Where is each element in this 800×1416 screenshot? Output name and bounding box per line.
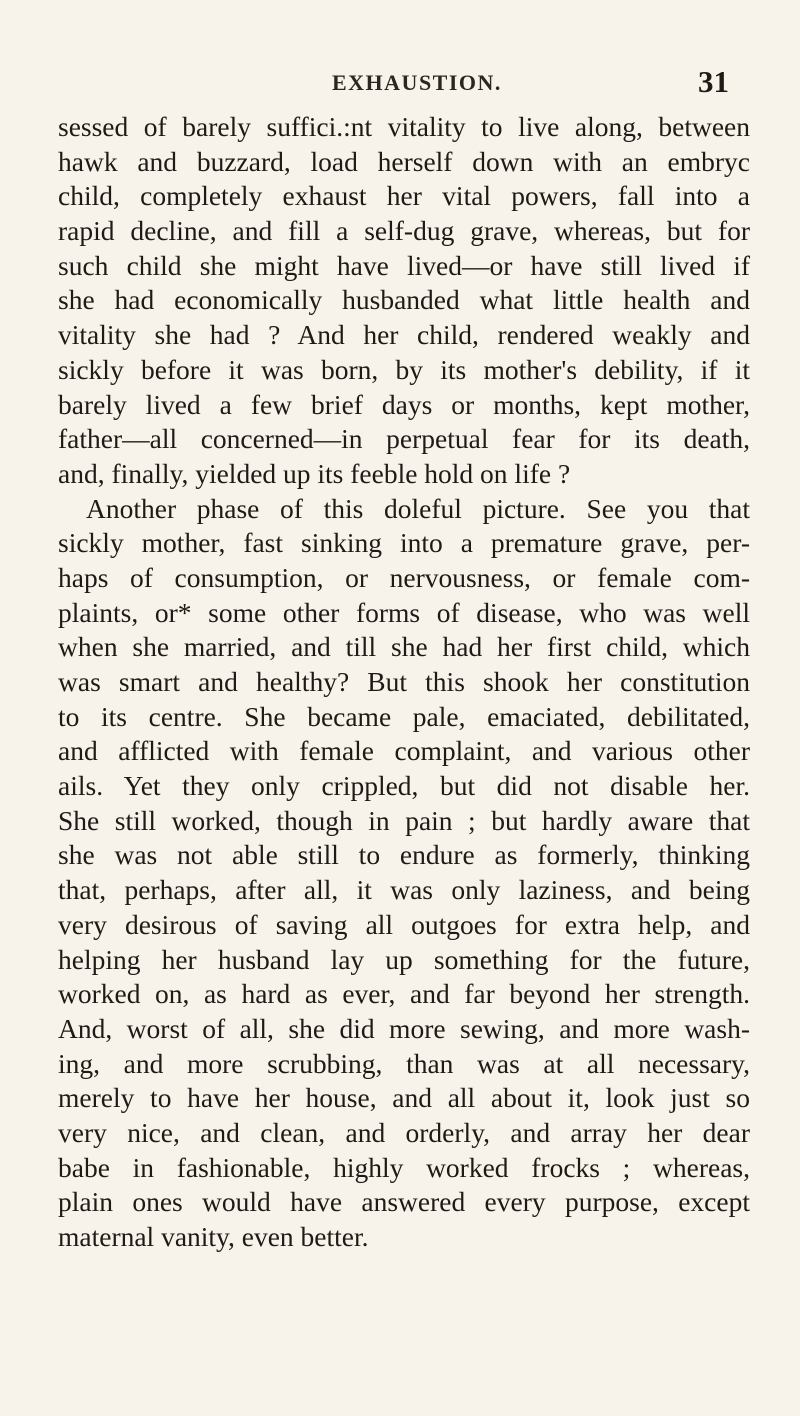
running-title: EXHAUSTION. — [332, 70, 502, 95]
text-line: was smart and healthy? But this shook her constitution — [58, 666, 750, 697]
text-line: haps of consumption, or nervousness, or female com- — [58, 561, 750, 593]
text-line: she was not able still to endure as formerly, thinking — [58, 839, 750, 871]
text-line: hawk and buzzard, load herself down with an embryc — [58, 145, 750, 177]
text-line: when she married, and till she had her first child, which — [58, 631, 750, 663]
body-text — [58, 110, 750, 1255]
text-line: to its centre. She became pale, emaciated, debilitated, — [58, 700, 750, 732]
text-line: father—all concerned—in perpetual fear for its death, — [58, 423, 750, 455]
text-line: child, completely exhaust her vital powers, fall into a — [58, 180, 750, 212]
text-line: worked on, as hard as ever, and far beyond her strength. — [58, 978, 750, 1010]
text-line: sickly before it was born, by its mother's debility, if it — [58, 353, 750, 385]
text-line: very desirous of saving all outgoes for extra help, and — [58, 908, 750, 940]
running-head — [0, 64, 800, 98]
text-line: that, perhaps, after all, it was only laziness, and being — [58, 874, 750, 906]
text-line: ing, and more scrubbing, than was at all necessary, — [58, 1047, 750, 1079]
text-line: rapid decline, and fill a self-dug grave, whereas, but for — [58, 215, 750, 247]
text-line: She still worked, though in pain ; but hardly aware that — [58, 804, 750, 836]
text-line: very nice, and clean, and orderly, and array her dear — [58, 1116, 750, 1148]
text-line: Another phase of this doleful picture. See you that — [86, 492, 750, 524]
text-line: barely lived a few brief days or months, kept mother, — [58, 388, 750, 420]
text-line: ails. Yet they only crippled, but did not disable her. — [58, 770, 750, 802]
text-line: sickly mother, fast sinking into a premature grave, per- — [58, 527, 750, 559]
text-line: and, finally, yielded up its feeble hold on life ? — [58, 457, 571, 489]
text-line: sessed of barely suffici.:nt vitality to live along, between — [58, 111, 750, 142]
text-line: helping her husband lay up something for the future, — [58, 943, 750, 975]
text-line: maternal vanity, even better. — [58, 1221, 369, 1252]
page-number: 31 — [698, 64, 729, 99]
text-line: and afflicted with female complaint, and various other — [58, 735, 750, 767]
text-line: merely to have her house, and all about it, look just so — [58, 1082, 750, 1114]
text-line: plaints, or* some other forms of disease, who was well — [58, 596, 750, 628]
text-line: And, worst of all, she did more sewing, and more wash- — [58, 1012, 750, 1044]
text-line: she had economically husbanded what little health and — [58, 284, 750, 316]
text-line: such child she might have lived—or have still lived if — [58, 249, 750, 281]
text-line: plain ones would have answered every purpose, except — [58, 1186, 750, 1218]
text-line: vitality she had ? And her child, rendered weakly and — [58, 319, 750, 351]
text-line: babe in fashionable, highly worked frocks ; whereas, — [58, 1151, 750, 1183]
